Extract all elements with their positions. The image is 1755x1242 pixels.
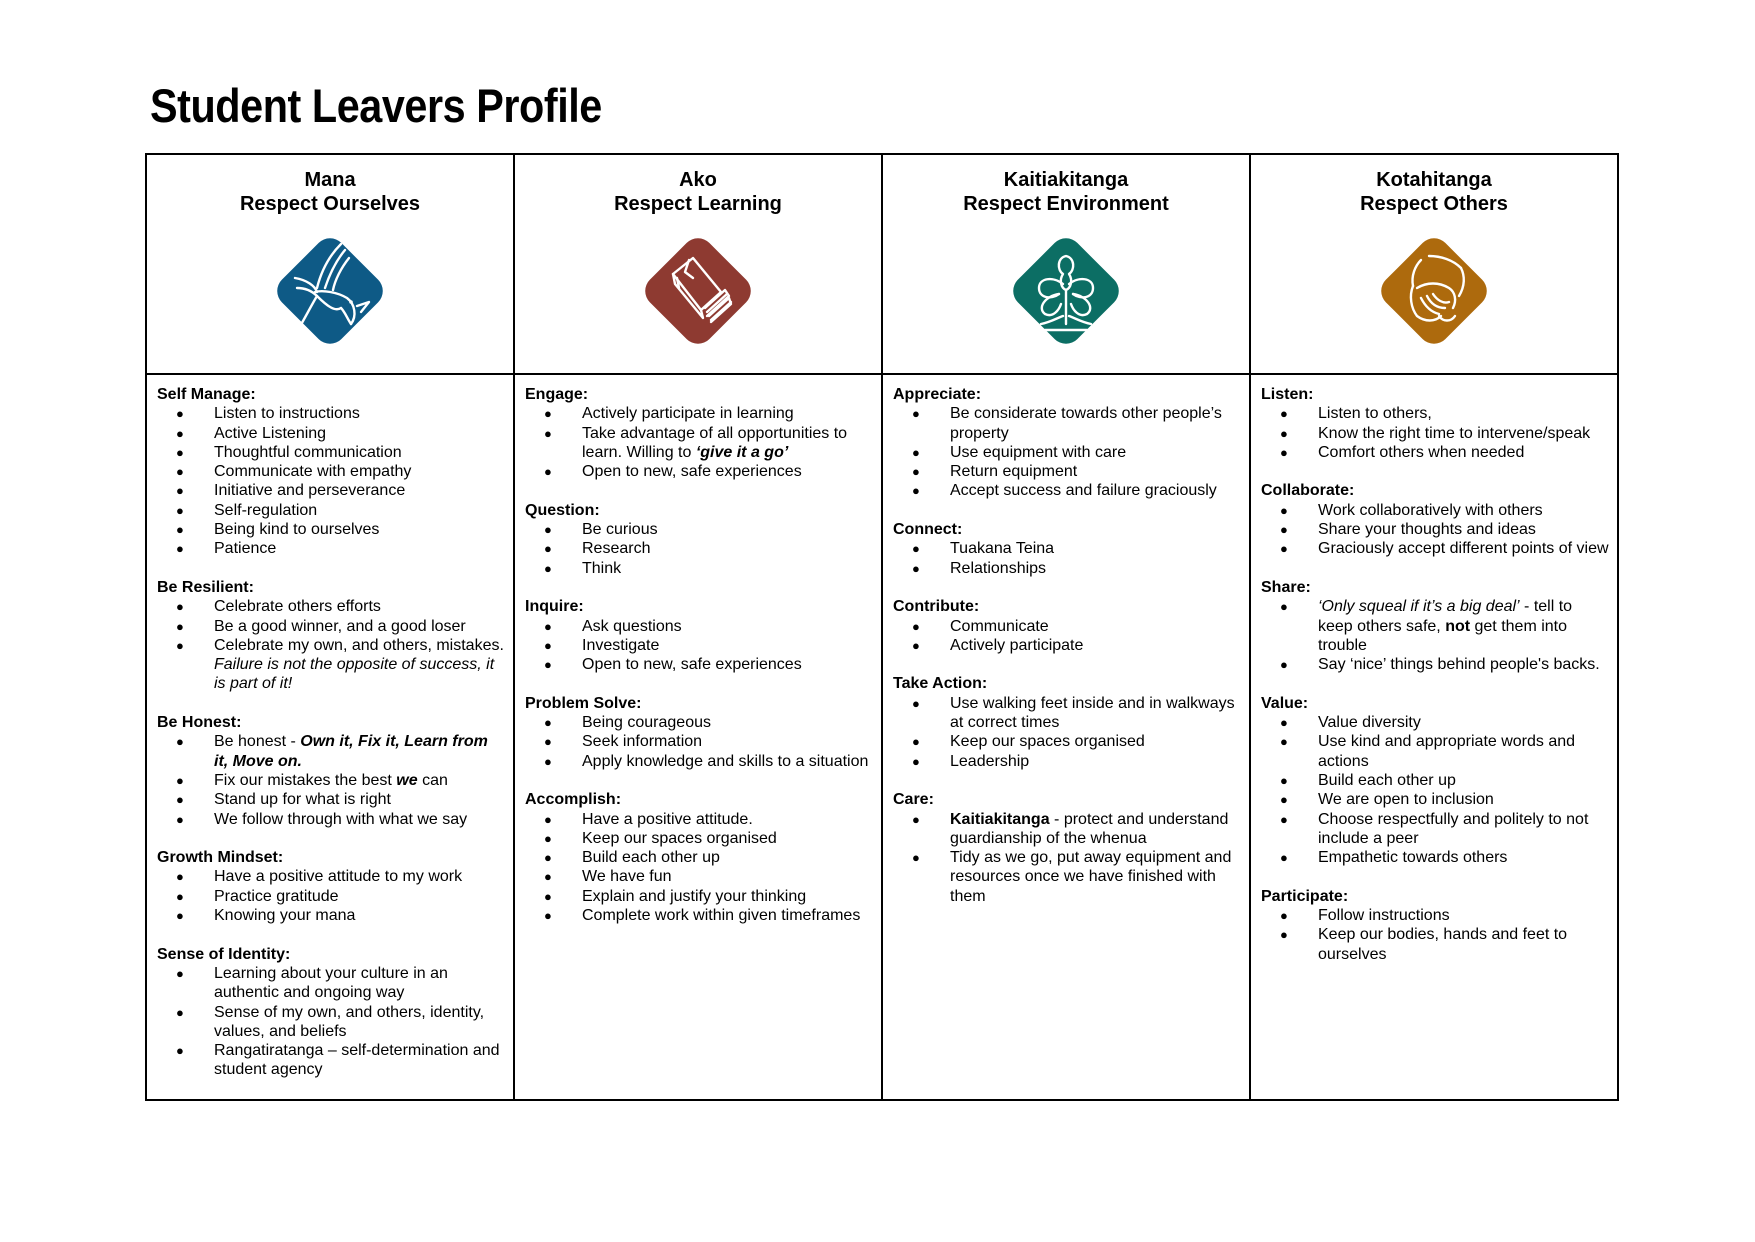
section-heading: Engage: bbox=[525, 386, 589, 403]
bullet-list bbox=[1261, 713, 1609, 867]
text-run: Actively participate in learning bbox=[582, 405, 794, 423]
list-item bbox=[157, 636, 505, 694]
text-run: Investigate bbox=[582, 636, 660, 654]
list-item bbox=[525, 424, 873, 463]
list-item bbox=[525, 636, 873, 655]
text-run: Learning about your culture in an authentic and ongoing way bbox=[214, 964, 448, 1002]
text-run: Tuakana Teina bbox=[950, 540, 1055, 558]
text-run: Know the right time to intervene/speak bbox=[1318, 424, 1591, 442]
bullet-list bbox=[525, 810, 873, 926]
section-heading: Listen: bbox=[1261, 386, 1314, 403]
text-run: Keep our spaces organised bbox=[582, 829, 777, 847]
list-item bbox=[525, 520, 873, 539]
list-item bbox=[525, 887, 873, 906]
section bbox=[1261, 578, 1609, 674]
text-run: - tell to keep others safe, bbox=[1318, 598, 1573, 635]
text-run: ‘give it a go’ bbox=[695, 443, 789, 461]
text-run: Leadership bbox=[950, 752, 1030, 770]
text-run: ‘Only squeal if it’s a big deal’ bbox=[1318, 598, 1520, 616]
section-heading: Be Resilient: bbox=[157, 578, 254, 596]
content-row bbox=[146, 374, 1618, 1100]
section-heading: Appreciate: bbox=[893, 386, 982, 403]
text-run: Relationships bbox=[950, 559, 1047, 577]
section bbox=[525, 694, 873, 771]
section-heading: Care: bbox=[893, 791, 934, 809]
text-run: Be a good winner, and a good loser bbox=[214, 617, 466, 635]
text-run: Listen to instructions bbox=[214, 405, 360, 423]
list-item bbox=[893, 848, 1241, 906]
text-run: Have a positive attitude. bbox=[582, 810, 753, 828]
bullet-list bbox=[893, 810, 1241, 906]
list-item bbox=[157, 964, 505, 1003]
list-item bbox=[157, 732, 505, 771]
column-header-kotahitanga bbox=[1250, 154, 1618, 374]
list-item bbox=[157, 462, 505, 481]
list-item bbox=[157, 520, 505, 539]
section-heading: Connect: bbox=[893, 521, 963, 539]
section bbox=[893, 790, 1241, 906]
column-body-ako bbox=[514, 374, 882, 1100]
list-item bbox=[893, 443, 1241, 462]
section-heading: Share: bbox=[1261, 578, 1311, 596]
text-run: Active Listening bbox=[214, 424, 327, 442]
list-item bbox=[1261, 443, 1609, 462]
bullet-list bbox=[1261, 404, 1609, 462]
list-item bbox=[893, 539, 1241, 558]
bullet-list bbox=[157, 404, 505, 558]
bullet-list bbox=[525, 404, 873, 481]
list-item bbox=[525, 829, 873, 848]
text-run: Actively participate bbox=[950, 636, 1084, 654]
list-item bbox=[525, 732, 873, 751]
text-run: Be considerate towards other people’s property bbox=[950, 405, 1222, 442]
text-run: Open to new, safe experiences bbox=[582, 463, 802, 481]
column-header-ako bbox=[514, 154, 882, 374]
list-item bbox=[157, 867, 505, 886]
column-title: Ako Respect Learning bbox=[614, 169, 782, 215]
list-item bbox=[893, 694, 1241, 733]
column-body-kotahitanga bbox=[1250, 374, 1618, 1100]
bullet-list bbox=[1261, 501, 1609, 559]
text-run: Failure is not the opposite of success, it is part of it! bbox=[214, 656, 495, 693]
list-item bbox=[1261, 424, 1609, 443]
column-header-mana bbox=[146, 154, 514, 374]
list-item bbox=[157, 1041, 505, 1080]
book-icon bbox=[633, 226, 763, 356]
text-run: Use equipment with care bbox=[950, 443, 1127, 461]
list-item bbox=[893, 481, 1241, 500]
text-run: Communicate bbox=[950, 617, 1049, 635]
section bbox=[157, 578, 505, 694]
text-run: Keep our spaces organised bbox=[950, 733, 1145, 751]
text-run: get them into trouble bbox=[1318, 617, 1568, 654]
column-body-kaitiakitanga bbox=[882, 374, 1250, 1100]
text-run: Kaitiakitanga bbox=[950, 810, 1050, 828]
text-run: - protect and understand guardianship of the whenua bbox=[950, 810, 1229, 847]
text-run: Use kind and appropriate words and actions bbox=[1318, 733, 1576, 770]
section bbox=[157, 713, 505, 829]
list-item bbox=[157, 424, 505, 443]
list-item bbox=[1261, 810, 1609, 849]
text-run: Be honest - bbox=[214, 733, 301, 751]
section-heading: Inquire: bbox=[525, 598, 584, 616]
list-item bbox=[893, 752, 1241, 771]
column-title: Kaitiakitanga Respect Environment bbox=[963, 169, 1169, 215]
list-item bbox=[893, 732, 1241, 751]
page-title: Student Leavers Profile bbox=[150, 79, 602, 132]
list-item bbox=[525, 810, 873, 829]
text-run: Listen to others, bbox=[1318, 405, 1432, 423]
text-run: Return equipment bbox=[950, 463, 1078, 481]
section-heading: Participate: bbox=[1261, 887, 1349, 905]
bullet-list bbox=[525, 713, 873, 771]
section bbox=[157, 385, 505, 559]
list-item bbox=[1261, 925, 1609, 964]
text-run: Follow instructions bbox=[1318, 907, 1450, 925]
list-item bbox=[893, 617, 1241, 636]
text-run: Explain and justify your thinking bbox=[582, 887, 807, 905]
bullet-list bbox=[157, 964, 505, 1080]
list-item bbox=[525, 617, 873, 636]
section-heading: Be Honest: bbox=[157, 714, 242, 732]
list-item bbox=[525, 655, 873, 674]
list-item bbox=[157, 810, 505, 829]
list-item bbox=[157, 887, 505, 906]
list-item bbox=[1261, 404, 1609, 423]
text-run: Practice gratitude bbox=[214, 887, 339, 905]
text-run: We are open to inclusion bbox=[1318, 791, 1494, 809]
text-run: Stand up for what is right bbox=[214, 791, 391, 809]
list-item bbox=[157, 906, 505, 925]
section bbox=[525, 597, 873, 674]
list-item bbox=[1261, 520, 1609, 539]
section bbox=[893, 520, 1241, 578]
list-item bbox=[893, 404, 1241, 443]
text-run: Ask questions bbox=[582, 617, 682, 635]
bullet-list bbox=[525, 617, 873, 675]
text-run: We have fun bbox=[582, 868, 672, 886]
text-run: Keep our bodies, hands and feet to ourselves bbox=[1318, 926, 1568, 963]
text-run: Build each other up bbox=[582, 849, 720, 867]
text-run: Graciously accept different points of view bbox=[1318, 540, 1609, 558]
text-run: Patience bbox=[214, 540, 277, 558]
column-title: Mana Respect Ourselves bbox=[239, 169, 421, 215]
text-run: Have a positive attitude to my work bbox=[214, 868, 463, 886]
profile-table bbox=[145, 153, 1619, 1101]
list-item bbox=[525, 867, 873, 886]
text-run: Rangatiratanga – self-determination and student agency bbox=[214, 1042, 500, 1079]
text-run: we bbox=[396, 771, 418, 789]
section bbox=[1261, 694, 1609, 868]
list-item bbox=[893, 559, 1241, 578]
section bbox=[525, 385, 873, 481]
text-run: Share your thoughts and ideas bbox=[1318, 521, 1536, 539]
text-run: Complete work within given timeframes bbox=[582, 907, 861, 925]
list-item bbox=[1261, 539, 1609, 558]
list-item bbox=[525, 906, 873, 925]
text-run: not bbox=[1445, 617, 1471, 635]
section bbox=[893, 385, 1241, 501]
bullet-list bbox=[893, 539, 1241, 578]
list-item bbox=[893, 462, 1241, 481]
list-item bbox=[525, 462, 873, 481]
list-item bbox=[1261, 732, 1609, 771]
list-item bbox=[157, 481, 505, 500]
text-run: We follow through with what we say bbox=[214, 810, 468, 828]
text-run: Own it, Fix it, Learn from it, Move on. bbox=[214, 733, 488, 770]
list-item bbox=[525, 404, 873, 423]
text-run: Say ‘nice’ things behind people's backs. bbox=[1318, 656, 1600, 674]
header-row bbox=[146, 154, 1618, 374]
bullet-list bbox=[893, 617, 1241, 656]
list-item bbox=[157, 597, 505, 616]
text-run: Communicate with empathy bbox=[214, 463, 412, 481]
section-heading: Question: bbox=[525, 501, 600, 519]
text-run: Fix our mistakes the best bbox=[214, 771, 397, 789]
list-item bbox=[1261, 848, 1609, 867]
text-run: Being kind to ourselves bbox=[214, 521, 380, 539]
section-heading: Contribute: bbox=[893, 598, 980, 616]
text-run: Open to new, safe experiences bbox=[582, 656, 802, 674]
text-run: Apply knowledge and skills to a situation bbox=[582, 752, 869, 770]
list-item bbox=[1261, 790, 1609, 809]
section bbox=[893, 674, 1241, 770]
text-run: Celebrate others efforts bbox=[214, 598, 381, 616]
bullet-list bbox=[157, 597, 505, 693]
text-run: Self-regulation bbox=[214, 501, 318, 519]
handshake-icon bbox=[1369, 226, 1499, 356]
section bbox=[1261, 481, 1609, 558]
section bbox=[1261, 887, 1609, 964]
section bbox=[893, 597, 1241, 655]
list-item bbox=[1261, 771, 1609, 790]
bullet-list bbox=[893, 694, 1241, 771]
list-item bbox=[157, 790, 505, 809]
list-item bbox=[157, 617, 505, 636]
list-item bbox=[525, 848, 873, 867]
text-run: Thoughtful communication bbox=[214, 443, 402, 461]
list-item bbox=[525, 713, 873, 732]
bullet-list bbox=[157, 732, 505, 828]
list-item bbox=[157, 1003, 505, 1042]
text-run: Comfort others when needed bbox=[1318, 443, 1525, 461]
text-run: Seek information bbox=[582, 733, 703, 751]
section bbox=[157, 848, 505, 925]
list-item bbox=[1261, 655, 1609, 674]
list-item bbox=[157, 771, 505, 790]
text-run: Celebrate my own, and others, mistakes. bbox=[214, 636, 504, 654]
plant-icon bbox=[1001, 226, 1131, 356]
text-run: Sense of my own, and others, identity, values, and beliefs bbox=[214, 1003, 485, 1040]
text-run: Choose respectfully and politely to not include a peer bbox=[1318, 810, 1589, 847]
section-heading: Growth Mindset: bbox=[157, 849, 284, 867]
section-heading: Problem Solve: bbox=[525, 694, 642, 712]
text-run: can bbox=[417, 771, 448, 789]
column-header-kaitiakitanga bbox=[882, 154, 1250, 374]
bullet-list bbox=[157, 867, 505, 925]
list-item bbox=[1261, 501, 1609, 520]
bullet-list bbox=[893, 404, 1241, 500]
list-item bbox=[157, 539, 505, 558]
text-run: Tidy as we go, put away equipment and resources once we have finished with them bbox=[950, 849, 1232, 905]
text-run: Work collaboratively with others bbox=[1318, 501, 1543, 519]
section bbox=[525, 790, 873, 925]
section-heading: Sense of Identity: bbox=[157, 945, 291, 963]
list-item bbox=[893, 636, 1241, 655]
text-run: Use walking feet inside and in walkways at correct times bbox=[950, 694, 1235, 732]
section-heading: Accomplish: bbox=[525, 791, 622, 809]
section bbox=[525, 501, 873, 578]
column-body-mana bbox=[146, 374, 514, 1100]
list-item bbox=[893, 810, 1241, 849]
bullet-list bbox=[1261, 906, 1609, 964]
column-title: Kotahitanga Respect Others bbox=[1360, 169, 1508, 215]
text-run: Value diversity bbox=[1318, 714, 1421, 732]
text-run: Think bbox=[582, 559, 622, 577]
text-run: Be curious bbox=[582, 521, 658, 539]
list-item bbox=[1261, 597, 1609, 655]
text-run: Build each other up bbox=[1318, 771, 1456, 789]
list-item bbox=[525, 752, 873, 771]
section-heading: Collaborate: bbox=[1261, 482, 1355, 500]
list-item bbox=[525, 539, 873, 558]
section-heading: Value: bbox=[1261, 694, 1309, 712]
section bbox=[1261, 385, 1609, 462]
section bbox=[157, 945, 505, 1080]
text-run: Empathetic towards others bbox=[1318, 849, 1508, 867]
bird-icon bbox=[265, 226, 395, 356]
list-item bbox=[157, 404, 505, 423]
bullet-list bbox=[525, 520, 873, 578]
text-run: Initiative and perseverance bbox=[214, 482, 406, 500]
section-heading: Self Manage: bbox=[157, 386, 256, 403]
text-run: Take advantage of all opportunities to learn. Willing to bbox=[582, 424, 848, 461]
text-run: Research bbox=[582, 540, 651, 558]
bullet-list bbox=[1261, 597, 1609, 674]
section-heading: Take Action: bbox=[893, 675, 988, 693]
text-run: Being courageous bbox=[582, 714, 711, 732]
text-run: Accept success and failure graciously bbox=[950, 482, 1217, 500]
list-item bbox=[1261, 713, 1609, 732]
text-run: Knowing your mana bbox=[214, 907, 356, 925]
list-item bbox=[157, 443, 505, 462]
list-item bbox=[157, 501, 505, 520]
list-item bbox=[1261, 906, 1609, 925]
list-item bbox=[525, 559, 873, 578]
